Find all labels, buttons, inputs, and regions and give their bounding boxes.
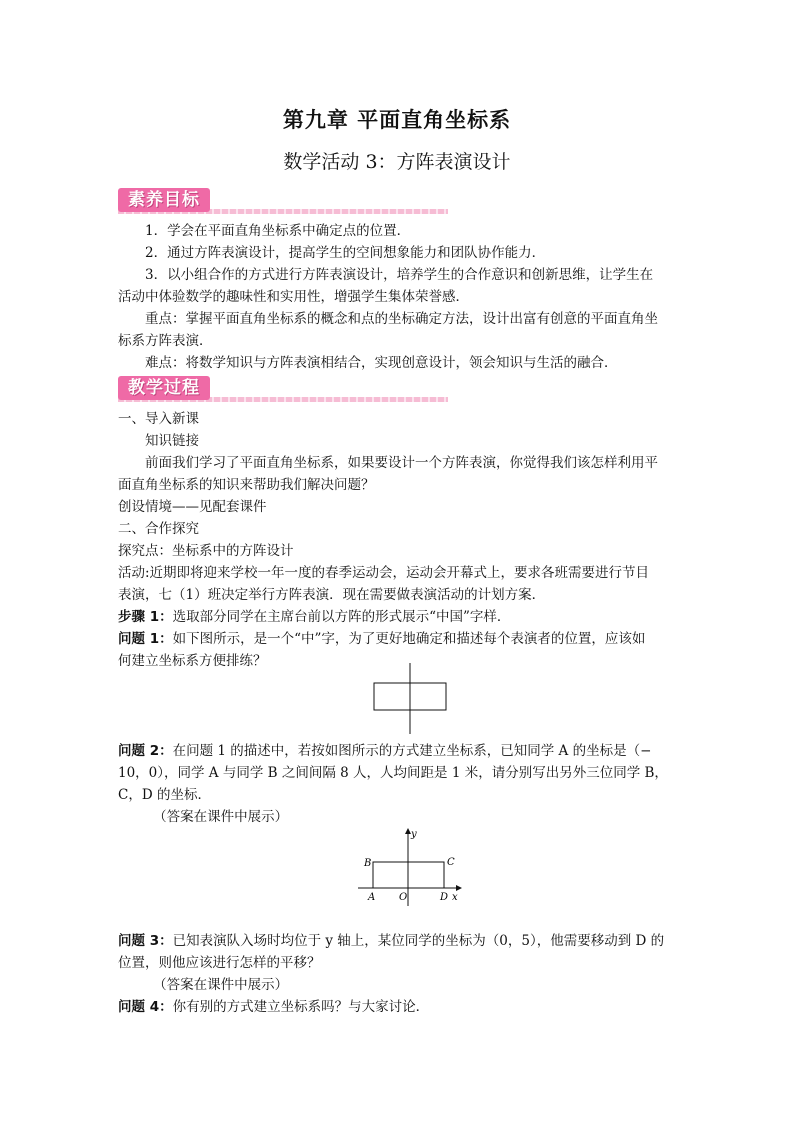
goal-3-line-2: 活动中体验数学的趣味性和实用性，增强学生集体荣誉感． <box>118 289 469 305</box>
knowledge-link-heading: 知识链接 <box>145 433 199 449</box>
step-1-text: 选取部分同学在主席台前以方阵的形式展示“中国”字样． <box>172 609 511 625</box>
question-4-text: 你有别的方式建立坐标系吗？与大家讨论． <box>172 999 430 1015</box>
process-banner-label: 教学过程 <box>118 376 210 400</box>
point-d-label: D <box>440 892 449 903</box>
activity-line-1: 活动:近期即将迎来学校一年一度的春季运动会，运动会开幕式上，要求各班需要进行节目 <box>118 565 650 581</box>
x-axis-label: x <box>452 892 458 903</box>
section-intro-heading: 一、导入新课 <box>118 411 199 427</box>
goals-banner <box>118 188 448 214</box>
goals-banner-label: 素养目标 <box>118 188 210 212</box>
question-3-label: 问题 3： <box>118 933 173 949</box>
step-1 <box>118 606 678 628</box>
origin-label: O <box>399 892 408 903</box>
question-3-line-2: 位置，则他应该进行怎样的平移？ <box>118 955 321 971</box>
chapter-title: 第九章 平面直角坐标系 <box>282 108 512 132</box>
question-2-line-3: C，D 的坐标． <box>118 787 211 803</box>
goal-3-line-1: 3．以小组合作的方式进行方阵表演设计，培养学生的合作意识和创新思维，让学生在 <box>145 267 654 283</box>
question-2-answer-note: （答案在课件中展示） <box>153 809 289 825</box>
goal-2: 2．通过方阵表演设计，提高学生的空间想象能力和团队协作能力． <box>145 245 546 261</box>
step-1-label: 步骤 1： <box>118 609 173 625</box>
process-banner <box>118 376 448 402</box>
question-1-line-1 <box>118 628 678 650</box>
point-a-label: A <box>368 892 376 903</box>
question-1-text: 如下图所示，是一个“中”字，为了更好地确定和描述每个表演者的位置，应该如 <box>172 631 646 647</box>
question-3-answer-note: （答案在课件中展示） <box>153 977 289 993</box>
difficulty-point: 难点：将数学知识与方阵表演相结合，实现创意设计，领会知识与生活的融合． <box>145 355 618 371</box>
explore-point: 探究点：坐标系中的方阵设计 <box>118 543 294 559</box>
question-2-text: 在问题 1 的描述中，若按如图所示的方式建立坐标系，已知同学 A 的坐标是（− <box>172 743 652 759</box>
question-3-text: 已知表演队入场时均位于 y 轴上，某位同学的坐标为（0，5），他需要移动到 D 的 <box>172 933 665 949</box>
question-3-line-1 <box>118 930 678 952</box>
intro-paragraph-line-2: 面直角坐标系的知识来帮助我们解决问题？ <box>118 477 375 493</box>
question-2-line-2: 10，0），同学 A 与同学 B 之间间隔 8 人，人均间距是 1 米，请分别写出另外三位同学 B， <box>118 765 668 781</box>
question-1-label: 问题 1： <box>118 631 173 647</box>
scene-setting: 创设情境——见配套课件 <box>118 499 267 515</box>
key-point-line-2: 标系方阵表演． <box>118 333 213 349</box>
question-4 <box>118 996 678 1018</box>
point-b-label: B <box>364 858 372 869</box>
question-2-line-1 <box>118 740 678 762</box>
question-2-label: 问题 2： <box>118 743 173 759</box>
y-axis-label: y <box>411 829 417 840</box>
x-axis-arrow <box>456 885 462 891</box>
lesson-subtitle: 数学活动 3：方阵表演设计 <box>283 151 511 173</box>
question-4-label: 问题 4： <box>118 999 173 1015</box>
goal-1: 1．学会在平面直角坐标系中确定点的位置． <box>145 223 411 239</box>
activity-line-2: 表演，七（1）班决定举行方阵表演．现在需要做表演活动的计划方案． <box>118 587 546 603</box>
question-1-line-2: 何建立坐标系方便排练？ <box>118 653 267 669</box>
figure-zhong-character <box>370 662 450 738</box>
figure-coordinate-system <box>356 828 466 908</box>
intro-paragraph-line-1: 前面我们学习了平面直角坐标系，如果要设计一个方阵表演，你觉得我们该怎样利用平 <box>145 455 658 471</box>
point-c-label: C <box>447 857 455 868</box>
key-point-line-1: 重点：掌握平面直角坐标系的概念和点的坐标确定方法，设计出富有创意的平面直角坐 <box>145 311 658 327</box>
section-explore-heading: 二、合作探究 <box>118 521 199 537</box>
